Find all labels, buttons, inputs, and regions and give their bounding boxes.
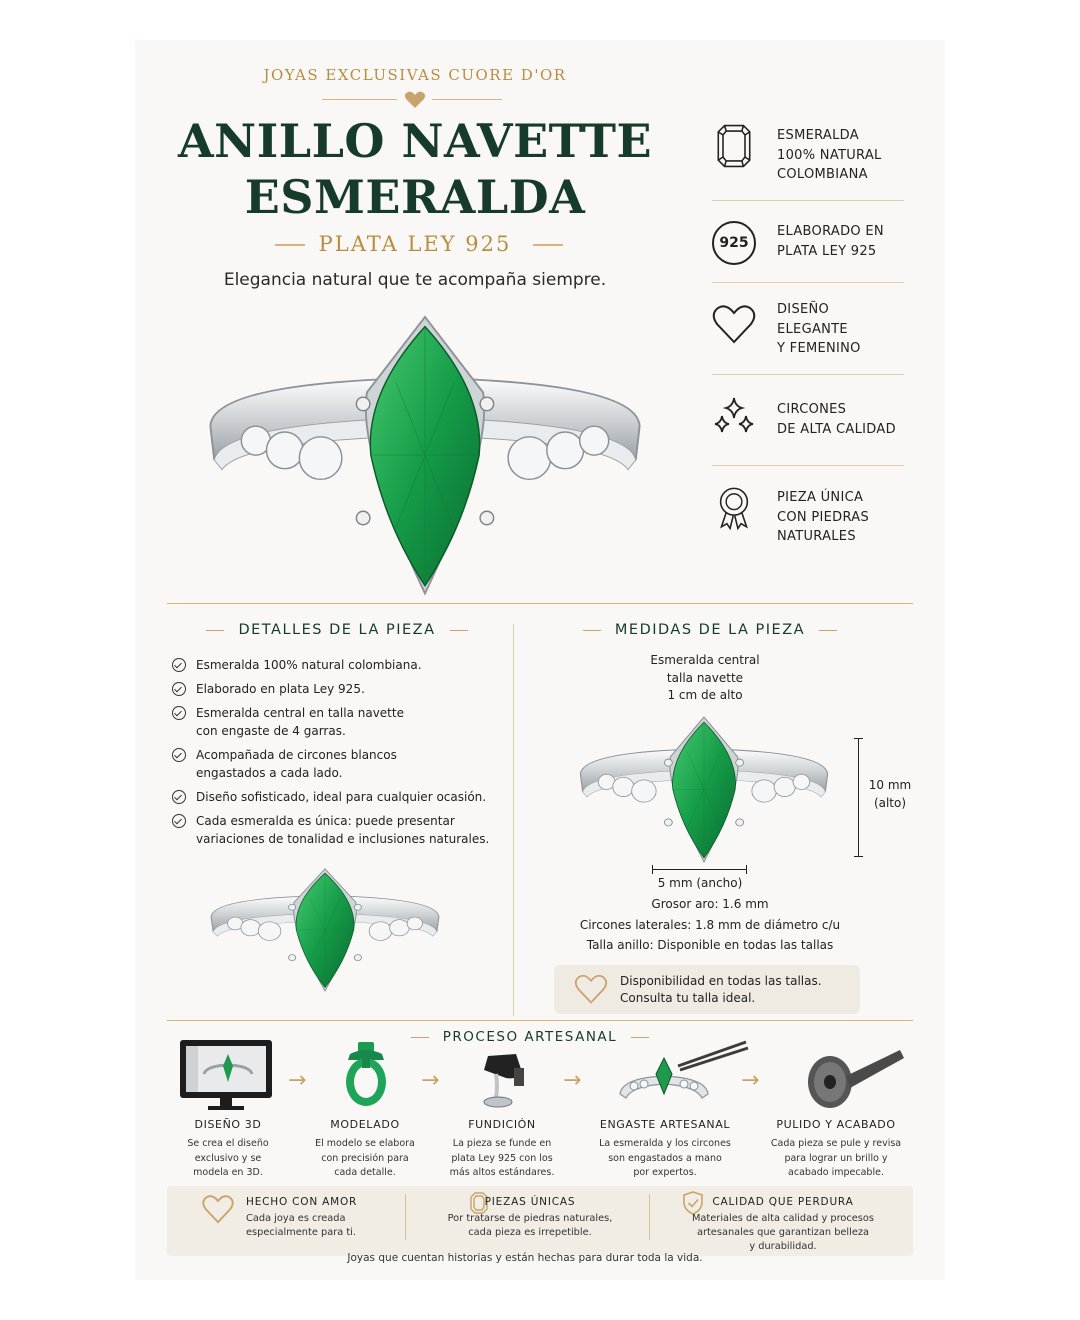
details-heading: [167, 622, 507, 638]
step-desc: más altos estándares.: [449, 1167, 555, 1178]
process-heading-text: PROCESO ARTESANAL: [442, 1029, 618, 1045]
footer-tagline: Joyas que cuentan historias y están hechas para durar toda la vida.: [347, 1252, 703, 1264]
subtitle: PLATA LEY 925: [318, 232, 512, 256]
feature-line: NATURALES: [777, 529, 856, 544]
ring-measure-image: [576, 716, 832, 868]
feature-separator: [712, 374, 904, 375]
availability-line: Disponibilidad en todas las tallas.: [620, 974, 822, 988]
feature-line: CON PIEDRAS: [777, 509, 870, 525]
divider-right: [432, 99, 502, 100]
process-step: [166, 1118, 290, 1181]
step-title: ENGASTE ARTESANAL: [599, 1118, 731, 1131]
process-step: [440, 1118, 564, 1181]
value-item: [246, 1196, 401, 1240]
step-desc: con precisión para: [321, 1152, 409, 1164]
measures-heading: [545, 622, 875, 638]
width-tick-left: [652, 865, 653, 874]
step-desc: El modelo se elabora: [315, 1138, 415, 1149]
feature-zircons: [712, 396, 904, 446]
feature-line: DE ALTA CALIDAD: [777, 421, 896, 437]
arrow-right-icon: →: [421, 1068, 440, 1093]
hero-ring-image: [192, 315, 658, 605]
list-item-text: variaciones de tonalidad e inclusiones naturales.: [196, 832, 490, 846]
list-item-text: Elaborado en plata Ley 925.: [196, 682, 365, 696]
check-circle-icon: [172, 658, 186, 672]
feature-line: 100% NATURAL: [777, 147, 882, 163]
height-tick-bottom: [854, 856, 863, 857]
feature-line: DISEÑO: [777, 302, 830, 317]
feature-unique: [712, 484, 904, 544]
width-dimension-line: [652, 869, 747, 870]
availability-box: [554, 965, 860, 1014]
value-item: [660, 1196, 906, 1254]
list-item: [172, 812, 502, 848]
details-list: [172, 656, 502, 848]
heart-outline-icon: [574, 974, 608, 1004]
feature-line: ELEGANTE: [777, 321, 848, 337]
section-divider: [167, 603, 913, 604]
check-circle-icon: [172, 814, 186, 828]
step-desc: La esmeralda y los circones: [599, 1138, 731, 1149]
availability-line: Consulta tu talla ideal.: [620, 991, 756, 1005]
subtitle-dash-right: [533, 244, 563, 246]
step-desc: cada detalle.: [334, 1167, 396, 1178]
section-divider: [167, 1020, 913, 1021]
process-step: [762, 1118, 910, 1181]
step-desc: acabado impecable.: [788, 1167, 884, 1178]
height-dimension-line: [858, 738, 859, 857]
ring-size: Talla anillo: Disponible en todas las tallas: [586, 938, 834, 952]
feature-line: Y FEMENINO: [777, 341, 861, 356]
polishing-wheel-icon: [800, 1042, 908, 1112]
feature-line: ESMERALDA: [777, 128, 859, 143]
step-desc: modela en 3D.: [193, 1167, 263, 1178]
step-title: PULIDO Y ACABADO: [776, 1118, 896, 1131]
value-title: HECHO CON AMOR: [246, 1196, 358, 1208]
step-desc: por expertos.: [633, 1167, 697, 1178]
feature-separator: [712, 282, 904, 283]
band-thickness: Grosor aro: 1.6 mm: [651, 897, 769, 911]
feature-separator: [712, 200, 904, 201]
emerald-gem-icon: [712, 124, 756, 168]
value-desc: especialmente para ti.: [246, 1227, 357, 1238]
height-unit: (alto): [873, 796, 907, 810]
page-title-line1: ANILLO NAVETTE: [177, 114, 653, 168]
feature-line: COLOMBIANA: [777, 167, 868, 182]
step-desc: Cada pieza se pule y revisa: [770, 1138, 902, 1149]
height-label: [866, 776, 914, 812]
feature-emerald: [712, 122, 904, 182]
central-line: 1 cm de alto: [667, 688, 743, 702]
value-item: [420, 1196, 640, 1240]
measures-heading-text: MEDIDAS DE LA PIEZA: [614, 622, 806, 638]
list-item-text: con engaste de 4 garras.: [196, 724, 346, 738]
width-label: 5 mm (ancho): [657, 876, 743, 890]
step-desc: son engastados a mano: [608, 1152, 722, 1164]
side-zircons-size: Circones laterales: 1.8 mm de diámetro c/u: [579, 918, 841, 932]
check-circle-icon: [172, 706, 186, 720]
feature-line: PIEZA ÚNICA: [777, 490, 864, 505]
process-step: [305, 1118, 425, 1181]
list-item: [172, 746, 502, 782]
check-circle-icon: [172, 682, 186, 696]
feature-design: [712, 296, 904, 356]
925-stamp-icon: 925: [712, 221, 756, 265]
sparkles-icon: [712, 396, 756, 440]
list-item: [172, 680, 502, 698]
feature-line: ELABORADO EN: [777, 224, 884, 239]
heart-icon: [712, 302, 756, 346]
arrow-right-icon: →: [741, 1068, 760, 1093]
step-title: DISEÑO 3D: [194, 1118, 262, 1131]
central-stone-label: [605, 652, 805, 705]
page-title-line2: ESMERALDA: [244, 170, 586, 224]
monitor-3d-icon: [178, 1038, 274, 1112]
width-tick-right: [746, 865, 747, 874]
list-item: [172, 656, 502, 674]
tagline: Elegancia natural que te acompaña siempre.: [223, 270, 607, 290]
casting-icon: [476, 1050, 536, 1110]
height-value: 10 mm: [868, 778, 912, 792]
step-title: MODELADO: [330, 1118, 400, 1131]
wax-model-icon: [340, 1040, 392, 1110]
list-item-text: engastados a cada lado.: [196, 766, 343, 780]
value-desc: artesanales que garantizan belleza: [696, 1227, 870, 1238]
step-desc: Se crea el diseño: [187, 1138, 269, 1149]
list-item-text: Acompañada de circones blancos: [196, 748, 397, 762]
list-item-text: Esmeralda 100% natural colombiana.: [196, 658, 422, 672]
column-divider: [513, 624, 514, 1016]
check-circle-icon: [172, 790, 186, 804]
feature-line: CIRCONES: [777, 402, 847, 417]
feature-line: PLATA LEY 925: [777, 243, 877, 259]
feature-separator: [712, 465, 904, 466]
value-title: CALIDAD QUE PERDURA: [712, 1196, 854, 1208]
value-desc: y durabilidad.: [749, 1241, 817, 1252]
brand-name: JOYAS EXCLUSIVAS CUORE D'OR: [263, 66, 567, 84]
value-desc: Cada joya es creada: [246, 1213, 346, 1224]
step-desc: plata Ley 925 con los: [451, 1152, 553, 1164]
step-title: FUNDICIÓN: [468, 1118, 536, 1131]
value-desc: cada pieza es irrepetible.: [468, 1227, 592, 1238]
list-item-text: Esmeralda central en talla navette: [196, 706, 404, 720]
value-title: PIEZAS ÚNICAS: [484, 1196, 576, 1208]
list-item: [172, 704, 502, 740]
process-step: [590, 1118, 740, 1181]
list-item-text: Cada esmeralda es única: puede presentar: [196, 814, 455, 828]
value-desc: Por tratarse de piedras naturales,: [447, 1213, 613, 1224]
step-desc: exclusivo y se: [194, 1152, 262, 1164]
arrow-right-icon: →: [563, 1068, 582, 1093]
ring-photo-small: [207, 868, 443, 996]
divider-left: [322, 99, 397, 100]
setting-tweezers-icon: [616, 1040, 750, 1110]
central-line: Esmeralda central: [650, 653, 760, 667]
list-item-text: Diseño sofisticado, ideal para cualquier ocasión.: [196, 790, 487, 804]
details-heading-text: DETALLES DE LA PIEZA: [238, 622, 436, 638]
value-desc: Materiales de alta calidad y procesos: [691, 1213, 875, 1224]
list-item: [172, 788, 502, 806]
band-separator: [405, 1194, 406, 1240]
height-tick-top: [854, 738, 863, 739]
award-ribbon-icon: [712, 486, 756, 530]
heart-outline-icon: [202, 1194, 234, 1224]
band-separator: [649, 1194, 650, 1240]
step-desc: La pieza se funde en: [452, 1138, 552, 1149]
step-desc: para lograr un brillo y: [784, 1152, 888, 1164]
check-circle-icon: [172, 748, 186, 762]
heart-icon: [404, 90, 426, 110]
arrow-right-icon: →: [288, 1068, 307, 1093]
feature-silver: [712, 218, 904, 268]
central-line: talla navette: [666, 670, 744, 685]
